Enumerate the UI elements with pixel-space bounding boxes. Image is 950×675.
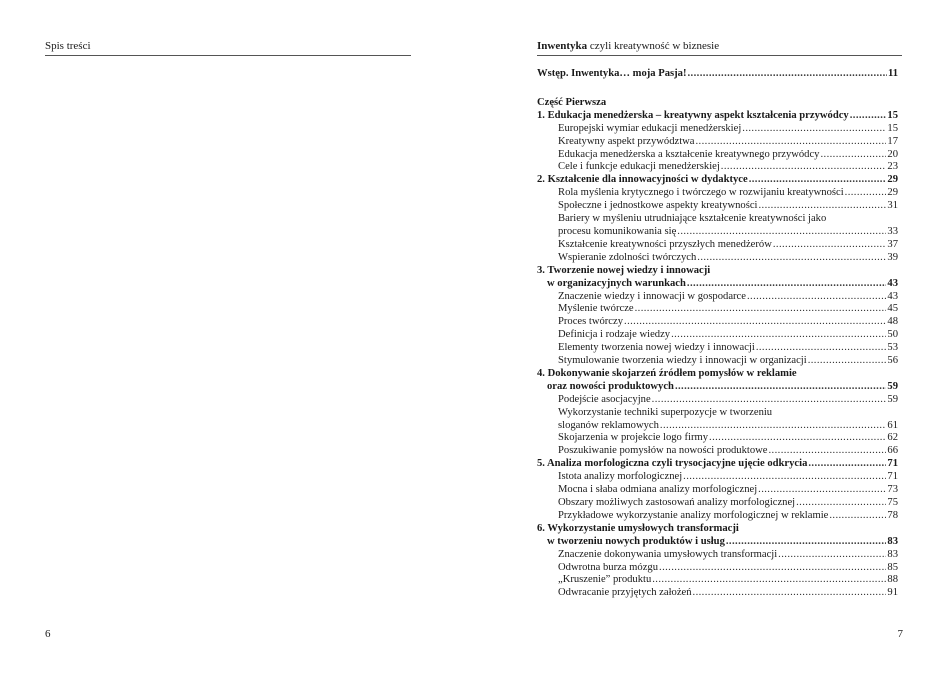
toc-entry-text: Odwrotna burza mózgu — [558, 561, 659, 573]
toc-entry — [537, 587, 898, 600]
toc-entry-text: oraz nowości produktowych — [547, 380, 674, 392]
toc-entry — [537, 252, 898, 265]
toc-entry-text: Kształcenie kreatywności przyszłych menedżerów — [558, 238, 772, 250]
toc-entry — [537, 484, 898, 497]
toc-entry-text: „Kruszenie” produktu — [558, 574, 652, 586]
right-running-head — [537, 40, 902, 56]
toc-entry-text: Skojarzenia w projekcie logo firmy — [558, 432, 709, 444]
toc-entry-page: 31 — [887, 200, 898, 212]
toc-chapter-3-cont — [537, 278, 898, 291]
toc-entry-page: 71 — [887, 471, 898, 483]
toc-entry-text: Stymulowanie tworzenia wiedzy i innowacji w organizacji — [558, 355, 807, 367]
left-page-number: 6 — [45, 628, 51, 640]
toc-entry-text: Znaczenie dokonywania umysłowych transformacji — [558, 548, 778, 560]
toc-entry — [537, 149, 898, 162]
toc-entry — [537, 239, 898, 252]
toc-entry-text: Znaczenie wiedzy i innowacji w gospodarce — [558, 290, 746, 302]
toc-entry-intro — [537, 68, 898, 81]
table-of-contents — [537, 68, 898, 600]
right-page — [475, 0, 950, 675]
right-page-number: 7 — [897, 628, 903, 640]
toc-entry-page: 56 — [887, 355, 898, 367]
toc-chapter-6-cont — [537, 536, 898, 549]
toc-entry-page: 17 — [887, 135, 898, 147]
toc-entry-text: w organizacyjnych warunkach — [547, 277, 686, 289]
toc-chapter-2 — [537, 174, 898, 187]
toc-entry-text: Kreatywny aspekt przywództwa — [558, 135, 695, 147]
toc-entry-page: 43 — [887, 277, 898, 289]
toc-entry-line: Wykorzystanie techniki superpozycje w tworzeniu — [558, 406, 773, 418]
toc-entry-text: Elementy tworzenia nowej wiedzy i innowacji — [558, 342, 755, 354]
toc-entry-page: 39 — [887, 251, 898, 263]
toc-entry-page: 61 — [887, 419, 898, 431]
left-running-head: Spis treści — [45, 40, 411, 56]
toc-chapter-6: 6. Wykorzystanie umysłowych transformacji — [537, 522, 739, 534]
toc-entry-text: Myślenie twórcze — [558, 303, 634, 315]
toc-entry-text: Obszary możliwych zastosowań analizy morfologicznej — [558, 497, 796, 508]
toc-entry-page: 11 — [887, 68, 898, 79]
toc-entry-text: Edukacja menedżerska a kształcenie kreatywnego przywódcy — [558, 148, 820, 160]
toc-entry-page: 33 — [887, 225, 898, 237]
toc-entry-text: Definicja i rodzaje wiedzy — [558, 329, 671, 341]
toc-entry — [537, 342, 898, 355]
toc-entry — [537, 226, 898, 239]
toc-entry-line: Bariery w myśleniu utrudniające kształcenie kreatywności jako — [558, 213, 827, 225]
toc-entry-text: Przykładowe wykorzystanie analizy morfologicznej w reklamie — [558, 509, 829, 521]
toc-entry — [537, 303, 898, 316]
toc-entry-text: Wspieranie zdolności twórczych — [558, 251, 697, 263]
toc-entry-page: 83 — [887, 535, 898, 547]
toc-entry-text: Odwracanie przyjętych założeń — [558, 587, 692, 599]
toc-entry-page: 83 — [887, 548, 898, 560]
toc-entry-text: 1. Edukacja menedżerska – kreatywny aspekt kształcenia przywódcy — [537, 109, 849, 121]
toc-entry-page: 85 — [887, 561, 898, 573]
toc-chapter-3: 3. Tworzenie nowej wiedzy i innowacji — [537, 264, 711, 276]
toc-entry — [537, 187, 898, 200]
toc-chapter-4: 4. Dokonywanie skojarzeń źródłem pomysłów w reklamie — [537, 367, 797, 379]
toc-entry-page: 59 — [887, 393, 898, 405]
toc-entry-page: 75 — [887, 497, 898, 508]
toc-chapter-5 — [537, 458, 898, 471]
toc-entry-text: Istota analizy morfologicznej — [558, 471, 683, 483]
toc-entry-page: 88 — [887, 574, 898, 586]
toc-entry-text: Europejski wymiar edukacji menedżerskiej — [558, 122, 742, 134]
toc-entry-text: Podejście asocjacyjne — [558, 393, 651, 405]
toc-entry — [537, 329, 898, 342]
toc-entry-text: Mocna i słaba odmiana analizy morfologicznej — [558, 484, 758, 496]
toc-entry-text: Cele i funkcje edukacji menedżerskiej — [558, 161, 720, 173]
toc-entry-page: 66 — [887, 445, 898, 457]
toc-entry — [537, 200, 898, 213]
toc-entry-text: Proces twórczy — [558, 316, 624, 328]
toc-entry-text: w tworzeniu nowych produktów i usług — [547, 535, 725, 547]
toc-entry — [537, 355, 898, 368]
toc-entry-text: 5. Analiza morfologiczna czyli trysocjacyjne ujęcie odkrycia — [537, 458, 808, 470]
toc-entry-text: Wstęp. Inwentyka… moja Pasja! — [537, 68, 687, 79]
toc-chapter-4-cont — [537, 381, 898, 394]
toc-entry — [537, 420, 898, 433]
toc-entry — [537, 510, 898, 523]
toc-entry-page: 53 — [887, 342, 898, 354]
book-title: Inwentyka — [537, 40, 588, 52]
toc-entry — [537, 432, 898, 445]
toc-entry — [537, 445, 898, 458]
toc-entry-text: Poszukiwanie pomysłów na nowości produktowe — [558, 445, 768, 457]
toc-entry-page: 43 — [887, 290, 898, 302]
toc-entry-page: 71 — [887, 458, 898, 470]
toc-entry-text: 2. Kształcenie dla innowacyjności w dydaktyce — [537, 174, 748, 186]
part-label: Część Pierwsza — [537, 96, 607, 108]
toc-entry-page: 78 — [887, 509, 898, 521]
toc-entry-text: sloganów reklamowych — [558, 419, 659, 431]
toc-entry — [537, 471, 898, 484]
toc-entry-page: 15 — [887, 122, 898, 134]
toc-entry-page: 23 — [887, 161, 898, 173]
toc-entry — [537, 562, 898, 575]
toc-entry-text: Społeczne i jednostkowe aspekty kreatywności — [558, 200, 758, 212]
toc-entry-page: 45 — [887, 303, 898, 315]
toc-entry-text: procesu komunikowania się — [558, 225, 677, 237]
toc-entry-page: 91 — [887, 587, 898, 599]
toc-entry-page: 29 — [887, 174, 898, 186]
toc-entry — [537, 549, 898, 562]
toc-entry-page: 50 — [887, 329, 898, 341]
toc-entry-page: 37 — [887, 238, 898, 250]
toc-entry — [537, 316, 898, 329]
toc-entry-page: 59 — [887, 380, 898, 392]
toc-entry — [537, 394, 898, 407]
toc-entry — [537, 574, 898, 587]
toc-entry — [537, 123, 898, 136]
toc-entry-page: 73 — [887, 484, 898, 496]
toc-entry — [537, 136, 898, 149]
toc-entry-page: 15 — [887, 109, 898, 121]
toc-entry — [537, 161, 898, 174]
toc-entry — [537, 497, 898, 510]
toc-entry-page: 62 — [887, 432, 898, 444]
toc-entry-page: 48 — [887, 316, 898, 328]
book-subtitle: czyli kreatywność w biznesie — [587, 40, 720, 52]
toc-entry-page: 20 — [887, 148, 898, 160]
toc-entry — [537, 291, 898, 304]
toc-entry-page: 29 — [887, 187, 898, 199]
toc-entry-text: Rola myślenia krytycznego i twórczego w rozwijaniu kreatywności — [558, 187, 844, 199]
toc-chapter-1 — [537, 110, 898, 123]
